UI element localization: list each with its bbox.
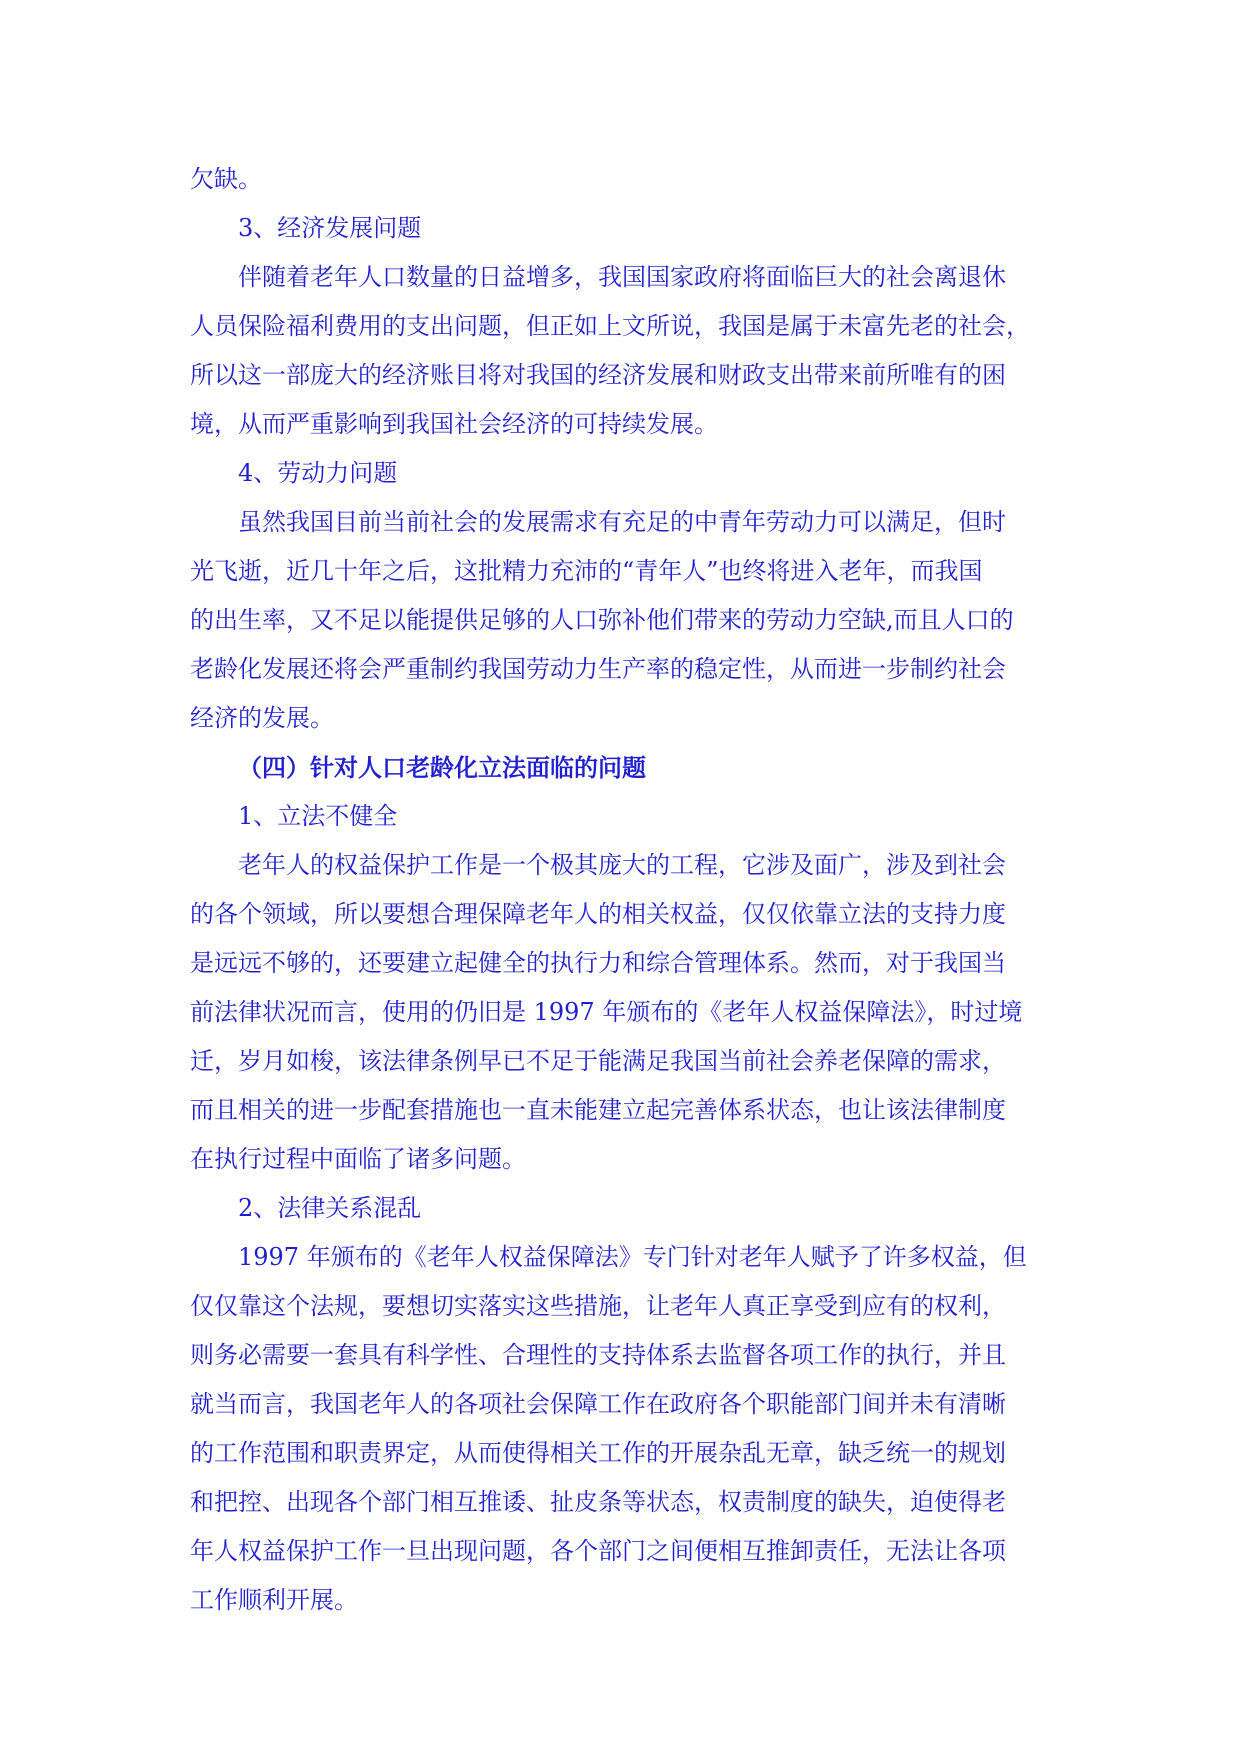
text-line: 仅仅靠这个法规，要想切实落实这些措施，让老年人真正享受到应有的权利， xyxy=(190,1292,1006,1320)
text-line: 3、经济发展问题 xyxy=(238,214,422,242)
text-line: 的各个领域，所以要想合理保障老年人的相关权益，仅仅依靠立法的支持力度 xyxy=(190,900,1006,928)
text-line: 欠缺。 xyxy=(190,165,262,193)
text-line: 和把控、出现各个部门相互推诿、扯皮条等状态，权责制度的缺失，迫使得老 xyxy=(190,1488,1006,1516)
text-line: 的工作范围和职责界定，从而使得相关工作的开展杂乱无章，缺乏统一的规划 xyxy=(190,1439,1006,1467)
text-line: 迁，岁月如梭，该法律条例早已不足于能满足我国当前社会养老保障的需求， xyxy=(190,1047,1006,1075)
text-line: 1997 年颁布的《老年人权益保障法》专门针对老年人赋予了许多权益，但 xyxy=(238,1243,1027,1271)
text-line: 伴随着老年人口数量的日益增多，我国国家政府将面临巨大的社会离退休 xyxy=(238,263,1006,291)
text-line: 老年人的权益保护工作是一个极其庞大的工程，它涉及面广，涉及到社会 xyxy=(238,851,1006,879)
text-line: 所以这一部庞大的经济账目将对我国的经济发展和财政支出带来前所唯有的困 xyxy=(190,361,1006,389)
text-line: 而且相关的进一步配套措施也一直未能建立起完善体系状态，也让该法律制度 xyxy=(190,1096,1006,1124)
text-line: 4、劳动力问题 xyxy=(238,459,398,487)
text-line: 则务必需要一套具有科学性、合理性的支持体系去监督各项工作的执行，并且 xyxy=(190,1341,1006,1369)
text-line: 就当而言，我国老年人的各项社会保障工作在政府各个职能部门间并未有清晰 xyxy=(190,1390,1006,1418)
document-body xyxy=(190,155,1055,1625)
text-line: 2、法律关系混乱 xyxy=(238,1194,422,1222)
text-line: 是远远不够的，还要建立起健全的执行力和综合管理体系。然而，对于我国当 xyxy=(190,949,1006,977)
text-line: 光飞逝，近几十年之后，这批精力充沛的“青年人”也终将进入老年，而我国 xyxy=(190,557,983,585)
text-line: 年人权益保护工作一旦出现问题，各个部门之间便相互推卸责任，无法让各项 xyxy=(190,1537,1006,1565)
text-line: 老龄化发展还将会严重制约我国劳动力生产率的稳定性，从而进一步制约社会 xyxy=(190,655,1006,683)
section-heading: （四）针对人口老龄化立法面临的问题 xyxy=(238,753,646,782)
text-line: 境，从而严重影响到我国社会经济的可持续发展。 xyxy=(190,410,718,438)
text-line: 工作顺利开展。 xyxy=(190,1586,358,1614)
text-line: 在执行过程中面临了诸多问题。 xyxy=(190,1145,526,1173)
text-line: 人员保险福利费用的支出问题，但正如上文所说，我国是属于未富先老的社会， xyxy=(190,312,1030,340)
text-line: 虽然我国目前当前社会的发展需求有充足的中青年劳动力可以满足，但时 xyxy=(238,508,1006,536)
text-line: 1、立法不健全 xyxy=(238,802,398,830)
text-line: 的出生率，又不足以能提供足够的人口弥补他们带来的劳动力空缺,而且人口的 xyxy=(190,606,1014,634)
text-line: 前法律状况而言，使用的仍旧是 1997 年颁布的《老年人权益保障法》，时过境 xyxy=(190,998,1023,1026)
text-line: 经济的发展。 xyxy=(190,704,334,732)
